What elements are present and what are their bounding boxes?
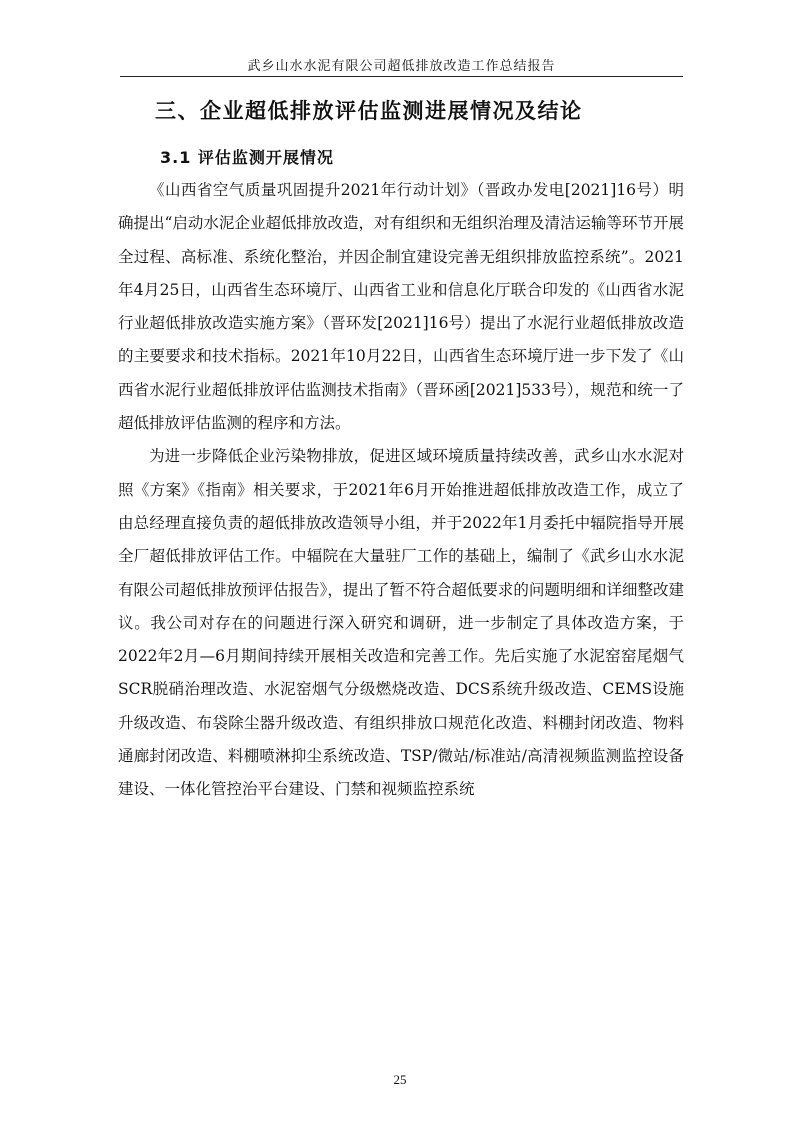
page-number: 25	[393, 1072, 407, 1087]
paragraph: 《山西省空气质量巩固提升2021年行动计划》（晋政办发电[2021]16号）明确提出“启动水泥企业超低排放改造，对有组织和无组织治理及清洁运输等环节开展全过程、高标准、系统化整治，并因企制宜建设完善无组织排放监控系统”。2021年4月25日，山西省生态环境厅、山西省工业和信息化厅联合印发的《山西省水泥行业超低排放改造实施方案》（晋环发[2021]16号）提出了水泥行业超低排放改造的主要要求和技术指标。2021年10月22日，山西省生态环境厅进一步下发了《山西省水泥行业超低排放评估监测技术指南》（晋环函[2021]533号），规范和统一了超低排放评估监测的程序和方法。	[118, 181, 684, 433]
paragraph: 为进一步降低企业污染物排放，促进区域环境质量持续改善，武乡山水水泥对照《方案》《指南》相关要求，于2021年6月开始推进超低排放改造工作，成立了由总经理直接负责的超低排放改造领导小组，并于2022年1月委托中辐院指导开展全厂超低排放评估工作。中辐院在大量驻厂工作的基础上，编制了《武乡山水水泥有限公司超低排放预评估报告》，提出了暂不符合超低要求的问题明细和详细整改建议。我公司对存在的问题进行深入研究和调研，进一步制定了具体改造方案，于2022年2月—6月期间持续开展相关改造和完善工作。先后实施了水泥窑窑尾烟气SCR脱硝治理改造、水泥窑烟气分级燃烧改造、DCS系统升级改造、CEMS设施升级改造、布袋除尘器升级改造、有组织排放口规范化改造、料棚封闭改造、物料通廊封闭改造、料棚喷淋抑尘系统改造、TSP/微站/标准站/高清视频监测监控设备建设、一体化管控治平台建设、门禁和视频监控系统	[118, 447, 684, 799]
body-text	[118, 174, 684, 807]
header-divider	[120, 76, 683, 77]
section-title: 三、企业超低排放评估监测进展情况及结论	[155, 99, 583, 123]
subsection-title: 3.1 评估监测开展情况	[160, 148, 334, 167]
running-header: 武乡山水水泥有限公司超低排放改造工作总结报告	[247, 59, 556, 74]
